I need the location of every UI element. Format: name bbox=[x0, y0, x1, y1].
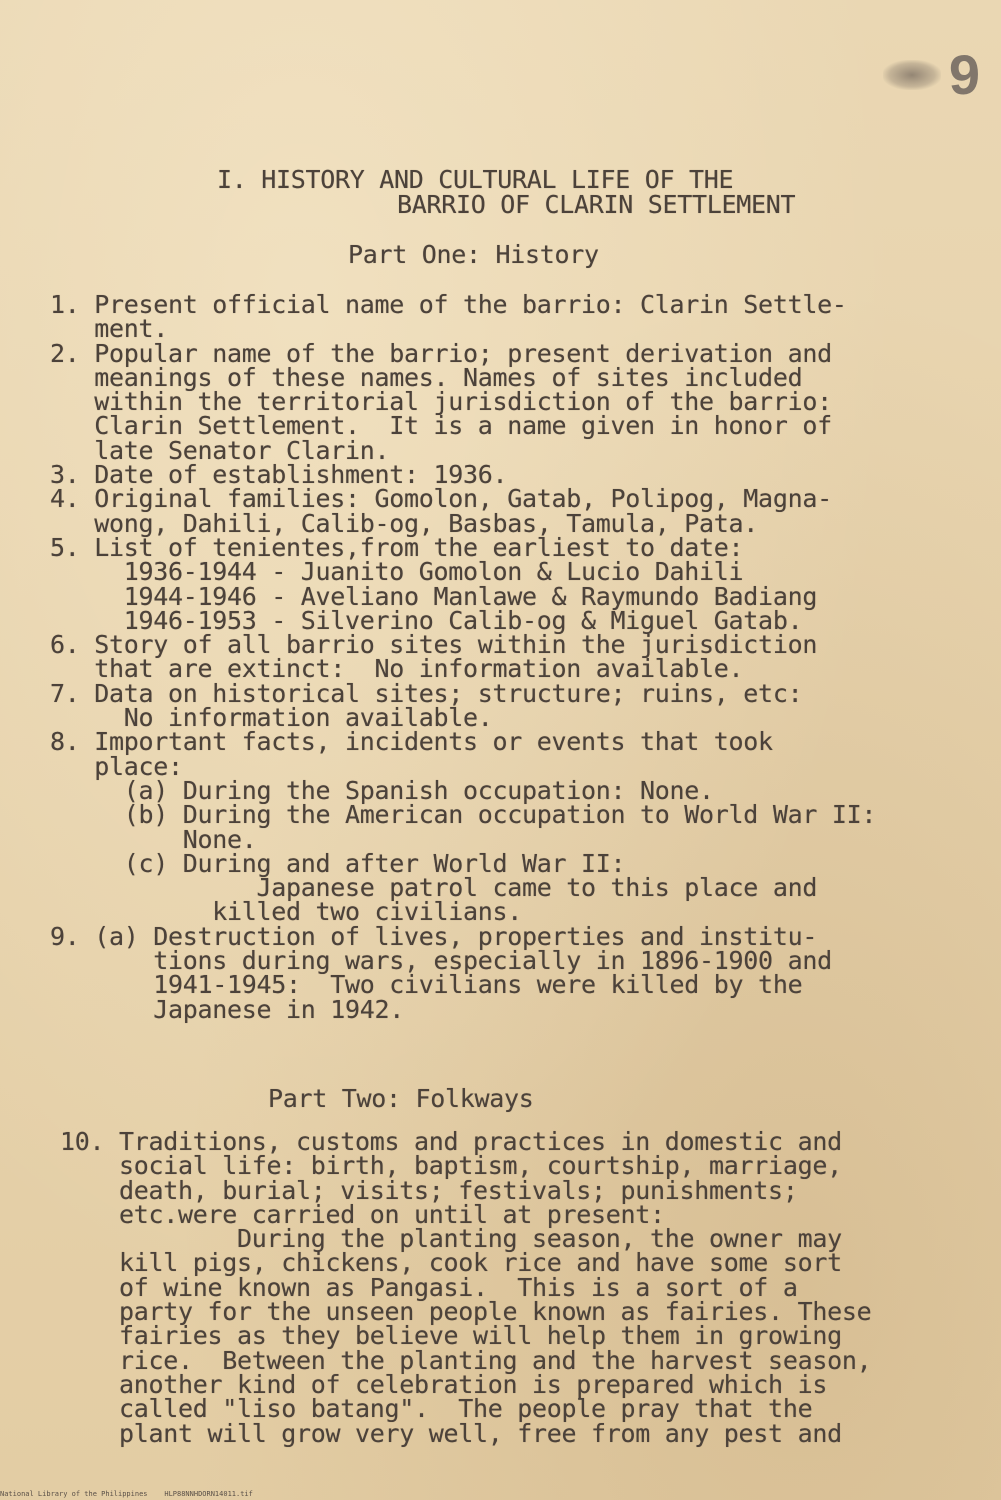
text-line: 5. List of tenientes,from the earliest to date: bbox=[50, 532, 744, 562]
text-line: wong, Dahili, Calib-og, Basbas, Tamula, Pata. bbox=[50, 508, 759, 538]
part-one-title: Part One: History bbox=[348, 240, 599, 269]
text-line: within the territorial jurisdiction of the barrio: bbox=[50, 387, 832, 417]
text-line: (c) During and after World War II: bbox=[50, 848, 626, 878]
text-line: 9. (a) Destruction of lives, properties and institu- bbox=[50, 921, 818, 951]
text-line: social life: birth, baptism, courtship, marriage, bbox=[60, 1151, 842, 1181]
text-line: kill pigs, chickens, cook rice and have some sort bbox=[60, 1248, 842, 1278]
text-line: etc.were carried on until at present: bbox=[60, 1199, 665, 1229]
text-line: tions during wars, especially in 1896-1900 and bbox=[50, 946, 832, 976]
text-line: that are extinct: No information available. bbox=[50, 654, 744, 684]
text-line: During the planting season, the owner may bbox=[60, 1224, 842, 1254]
text-line: killed two civilians. bbox=[50, 897, 523, 927]
text-line: death, burial; visits; festivals; punishments; bbox=[60, 1175, 798, 1205]
archive-footer: National Library of the Philippines HLP88NNHDORN14011.tif bbox=[0, 1490, 253, 1498]
text-line: fairies as they believe will help them in growing bbox=[60, 1321, 842, 1351]
part-one-body bbox=[50, 290, 877, 1024]
text-line: Japanese in 1942. bbox=[50, 994, 405, 1024]
text-line: Clarin Settlement. It is a name given in honor of bbox=[50, 411, 832, 441]
text-line: rice. Between the planting and the harvest season, bbox=[60, 1345, 872, 1375]
page-number-digit: 9 bbox=[948, 43, 980, 106]
text-line: (a) During the Spanish occupation: None. bbox=[50, 775, 714, 805]
text-line: of wine known as Pangasi. This is a sort of a bbox=[60, 1272, 798, 1302]
part-two-body bbox=[60, 1127, 872, 1448]
text-line: 2. Popular name of the barrio; present derivation and bbox=[50, 338, 832, 368]
text-line: plant will grow very well, free from any pest and bbox=[60, 1418, 842, 1448]
heading-line-1: I. HISTORY AND CULTURAL LIFE OF THE bbox=[217, 165, 734, 194]
text-line: 1936-1944 - Juanito Gomolon & Lucio Dahili bbox=[50, 557, 744, 587]
page-number bbox=[800, 40, 980, 110]
heading-line-2: BARRIO OF CLARIN SETTLEMENT bbox=[397, 190, 796, 219]
text-line: No information available. bbox=[50, 703, 493, 733]
text-line: late Senator Clarin. bbox=[50, 435, 390, 465]
text-line: 1. Present official name of the barrio: Clarin Settle- bbox=[50, 290, 847, 319]
text-line: (b) During the American occupation to World War II: bbox=[50, 800, 877, 830]
text-line: 1946-1953 - Silverino Calib-og & Miguel Gatab. bbox=[50, 605, 803, 635]
text-line: 6. Story of all barrio sites within the jurisdiction bbox=[50, 630, 818, 660]
text-line: 4. Original families: Gomolon, Gatab, Polipog, Magna- bbox=[50, 484, 832, 514]
text-line: 8. Important facts, incidents or events that took bbox=[50, 727, 773, 757]
text-line: party for the unseen people known as fairies. These bbox=[60, 1297, 872, 1327]
part-two-title: Part Two: Folkways bbox=[268, 1084, 534, 1113]
text-line: called "liso batang". The people pray that the bbox=[60, 1394, 813, 1424]
text-line: 10. Traditions, customs and practices in domestic and bbox=[60, 1127, 842, 1156]
text-line: meanings of these names. Names of sites included bbox=[50, 362, 803, 392]
text-line: 7. Data on historical sites; structure; ruins, etc: bbox=[50, 678, 803, 708]
text-line: Japanese patrol came to this place and bbox=[50, 873, 818, 903]
text-line: place: bbox=[50, 751, 183, 781]
ink-smudge bbox=[883, 60, 941, 90]
text-line: another kind of celebration is prepared which is bbox=[60, 1369, 828, 1399]
text-line: ment. bbox=[50, 314, 169, 344]
text-line: 1944-1946 - Aveliano Manlawe & Raymundo Badiang bbox=[50, 581, 818, 611]
text-line: None. bbox=[50, 824, 257, 854]
text-line: 1941-1945: Two civilians were killed by the bbox=[50, 970, 803, 1000]
text-line: 3. Date of establishment: 1936. bbox=[50, 460, 508, 490]
